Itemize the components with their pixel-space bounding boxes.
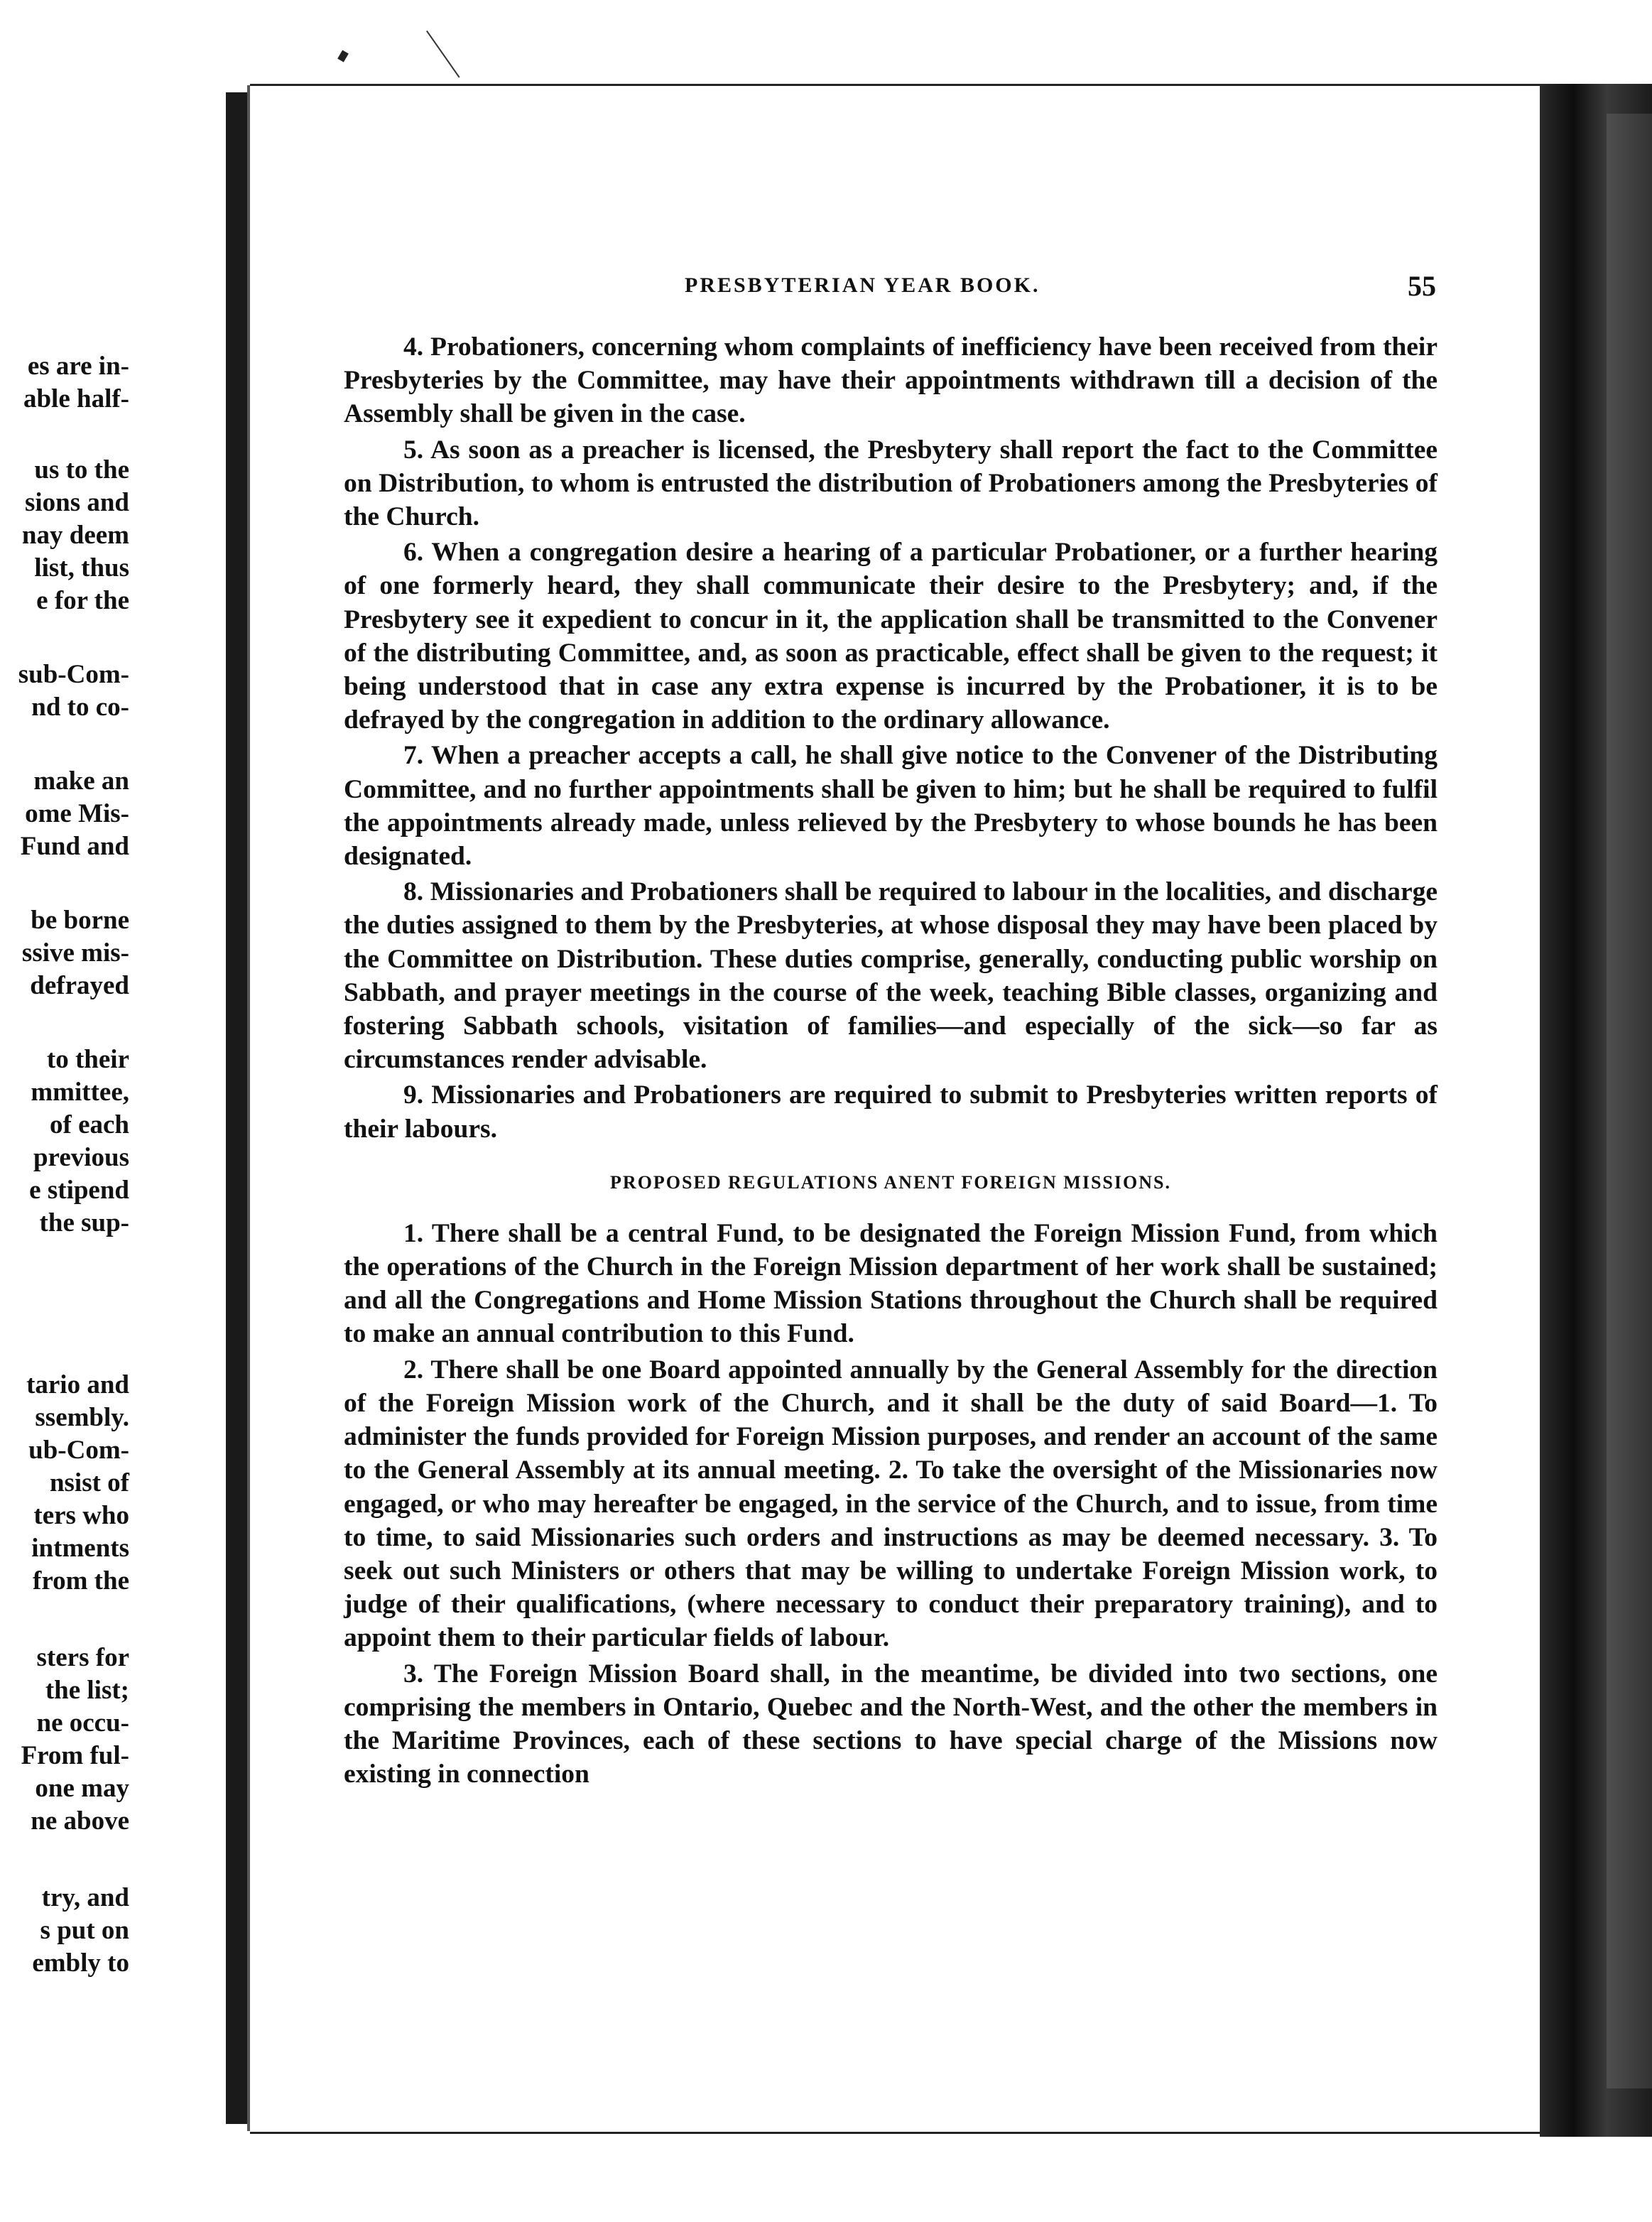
facing-line: sub-Com- [18,660,129,689]
facing-line: ub-Com- [28,1436,129,1465]
facing-line: ne above [31,1806,129,1836]
facing-line: the sup- [39,1208,129,1237]
page [250,84,1540,2134]
regulations-text [344,330,1438,1793]
facing-line: Fund and [20,832,129,861]
facing-line: to their [46,1045,129,1074]
facing-line: able half- [23,384,129,413]
paragraph: 2. There shall be one Board appointed annually by the General Assembly for the direction of the Foreign Mission work of the Church, and it shall be the duty of said Board—1. To administer the funds provided for Foreign Mission purposes, and render an account of the same to the General Assembly at its annual meeting. 2. To take the oversight of the Missionaries now engaged, or who may hereafter be engaged, in the service of the Church, and to issue, from time to time, to said Missionaries such orders and instructions as may be deemed necessary. 3. To seek out such Ministers or others that may be willing to undertake Foreign Mission work, to judge of their qualifications, (where necessary to conduct their preparatory training), and to appoint them to their particular fields of labour. [344,1355,1438,1653]
facing-line: nd to co- [31,693,129,722]
binding-gutter [226,92,247,2124]
facing-line: one may [35,1774,129,1803]
facing-line: embly to [32,1949,129,1978]
facing-line: ssembly. [35,1403,129,1432]
facing-line: ome Mis- [25,799,129,828]
facing-line: the list; [45,1676,129,1705]
page-header [250,270,1540,309]
paragraph: 6. When a congregation desire a hearing of a particular Probationer, or a further hearing of one formerly heard, they shall communicate their desire to the Presbytery; and, if the Presbytery see it expedient to concur in it, the application shall be transmitted to the Convener of the distributing Committee, and, as soon as practicable, effect shall be given to the request; it being understood that in case any extra expense is incurred by the Probationer, it is to be defrayed by the congregation in addition to the ordinary allowance. [344,538,1438,735]
facing-line: From ful- [21,1741,129,1770]
facing-line: us to the [34,455,129,484]
book-edge-highlight [1607,114,1652,2088]
facing-line: be borne [31,906,129,935]
paragraph: 1. There shall be a central Fund, to be designated the Foreign Mission Fund, from which the operations of the Church in the Foreign Mission department of her work shall be sustained; and all the Congregations and Home Mission Stations throughout the Church shall be required to make an annual contribution to this Fund. [344,1218,1438,1349]
facing-line: try, and [41,1883,129,1912]
facing-line: nay deem [21,521,129,550]
facing-line: defrayed [30,971,129,1000]
facing-line: of each [50,1110,129,1139]
facing-line: s put on [40,1916,129,1945]
page-number: 55 [1408,270,1436,302]
facing-line: nsist of [49,1468,129,1497]
facing-line: e for the [36,586,129,615]
facing-line: from the [33,1566,129,1595]
paragraph: 4. Probationers, concerning whom complaints of inefficiency have been received from their Presbyteries by the Committee, may have their appointments withdrawn till a decision of the Assembly shall be given in the case. [344,332,1438,429]
paragraph: 5. As soon as a preacher is licensed, the Presbytery shall report the fact to the Committee on Distribution, to whom is entrusted the distribution of Probationers among the Presbyteries of the Church. [344,435,1438,532]
section-heading: PROPOSED REGULATIONS ANENT FOREIGN MISSIONS. [610,1171,1171,1193]
facing-line: es are in- [27,352,129,381]
paragraph: 7. When a preacher accepts a call, he shall give notice to the Convener of the Distributing Committee, and no further appointments shall be given to him; but he shall be required to fulfil the appointments already made, unless relieved by the Presbytery to whose bounds he has been designated. [344,741,1438,872]
facing-line: list, thus [34,553,129,582]
facing-line: previous [33,1143,129,1172]
paragraph: 9. Missionaries and Probationers are required to submit to Presbyteries written reports of their labours. [344,1080,1438,1144]
facing-line: sters for [36,1643,129,1672]
facing-line: ne occu- [36,1708,129,1738]
facing-line: ssive mis- [21,938,129,968]
facing-line: make an [33,766,129,796]
facing-page-fragment [0,89,226,2128]
facing-line: mmittee, [31,1078,129,1107]
facing-line: tario and [26,1370,129,1399]
facing-line: e stipend [29,1176,129,1205]
facing-line: ters who [33,1501,129,1530]
facing-line: intments [31,1534,129,1563]
running-head: PRESBYTERIAN YEAR BOOK. [685,273,1040,297]
paragraph: 3. The Foreign Mission Board shall, in the meantime, be divided into two sections, one comprising the members in Ontario, Quebec and the North-West, and the other the members in the Maritime Provinces, each of these sections to have special charge of the Missions now existing in connection [344,1659,1438,1789]
facing-line: sions and [24,488,129,517]
paragraph: 8. Missionaries and Probationers shall be required to labour in the localities, and discharge the duties assigned to them by the Presbyteries, at whose disposal they may have been placed by the Committee on Distribution. These duties comprise, generally, conducting public worship on Sabbath, and prayer meetings in the course of the week, teaching Bible classes, organizing and fostering Sabbath schools, visitation of families—and especially of the sick—so far as circumstances render advisable. [344,877,1438,1075]
